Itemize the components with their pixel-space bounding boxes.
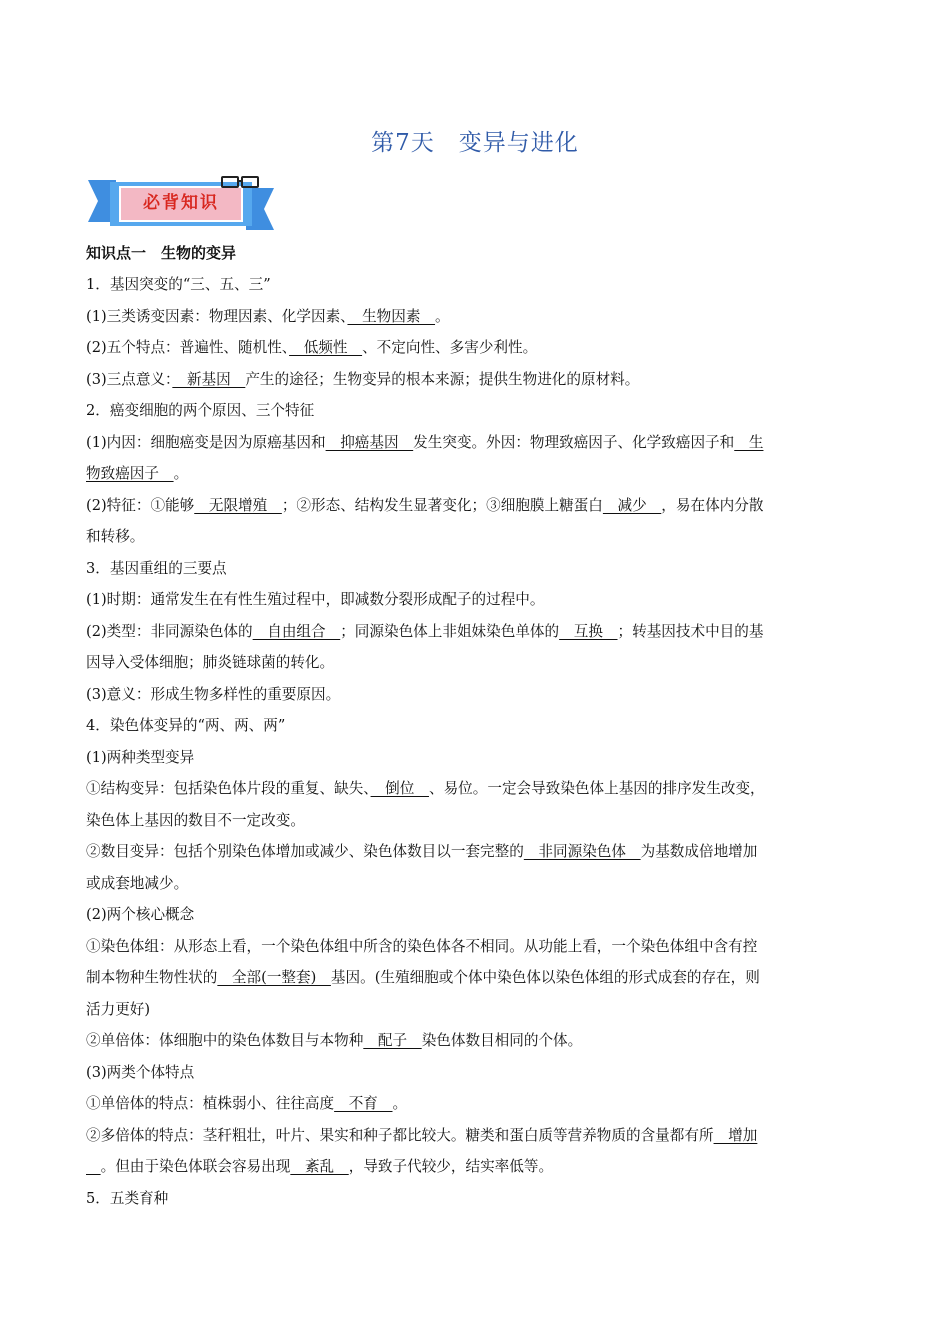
text-line <box>86 458 872 490</box>
text-line <box>86 269 872 301</box>
answer-blank: 低频性 <box>289 339 363 356</box>
text-segment: 染色体数目相同的个体。 <box>421 1032 583 1049</box>
text-segment: 1．基因突变的“三、五、三” <box>86 276 271 293</box>
text-segment: ；同源染色体上非姐妹染色单体的 <box>340 622 560 640</box>
text-segment: (3)三点意义： <box>86 370 173 388</box>
text-segment: (3)意义：形成生物多样性的重要原因。 <box>86 685 341 703</box>
text-line <box>86 301 872 333</box>
answer-blank: 互换 <box>559 622 618 640</box>
text-segment: 。 <box>392 1095 408 1112</box>
answer-blank: 新基因 <box>172 370 246 388</box>
text-segment: 为基数成倍地增加 <box>640 843 758 860</box>
page-title: 第7天 变异与进化 <box>371 130 579 156</box>
text-line <box>86 1120 872 1152</box>
text-segment: 5．五类育种 <box>86 1189 169 1207</box>
text-segment: 、易位。一定会导致染色体上基因的排序发生改变， <box>428 780 765 797</box>
text-line <box>86 584 872 616</box>
text-segment: ①单倍体的特点：植株弱小、往往高度 <box>86 1095 335 1112</box>
section-badge <box>86 172 276 234</box>
text-line <box>86 616 872 648</box>
text-segment: (2)类型：非同源染色体的 <box>86 622 253 640</box>
text-line <box>86 1088 872 1120</box>
text-segment: (2)特征：①能够 <box>86 496 195 514</box>
answer-blank: 倒位 <box>370 780 429 797</box>
answer-blank: 减少 <box>602 496 662 514</box>
text-segment: 活力更好) <box>86 1000 151 1018</box>
text-line <box>86 962 872 994</box>
text-segment: 发生突变。外因：物理致癌因子、化学致癌因子和 <box>413 433 735 451</box>
text-segment: ②多倍体的特点：茎秆粗壮，叶片、果实和种子都比较大。糖类和蛋白质等营养物质的含量都有所 <box>86 1126 714 1144</box>
text-segment: 。 <box>173 465 189 482</box>
text-segment: 。 <box>435 307 450 325</box>
text-segment: ①染色体组：从形态上看，一个染色体组中所含的染色体各不相同。从功能上看，一个染色体组中含有控 <box>86 937 758 955</box>
text-segment: 2．癌变细胞的两个原因、三个特征 <box>86 402 315 419</box>
text-line <box>86 332 872 364</box>
text-segment: 染色体上基因的数目不一定改变。 <box>86 811 305 829</box>
text-line <box>86 1057 872 1089</box>
text-segment: ；转基因技术中目的基 <box>617 622 764 640</box>
text-segment: 因导入受体细胞；肺炎链球菌的转化。 <box>86 654 335 671</box>
text-segment: (2)两个核心概念 <box>86 906 195 923</box>
text-line <box>86 364 872 396</box>
text-segment: (1)内因：细胞癌变是因为原癌基因和 <box>86 433 326 451</box>
text-line <box>86 805 872 837</box>
text-segment: ①结构变异：包括染色体片段的重复、缺失、 <box>86 780 371 797</box>
text-line <box>86 647 872 679</box>
text-segment: (1)三类诱变因素：物理因素、化学因素、 <box>86 307 348 325</box>
text-line <box>86 1183 872 1215</box>
answer-blank: 生物因素 <box>347 307 436 325</box>
answer-blank: 物致癌因子 <box>86 465 174 482</box>
text-segment: ②数目变异：包括个别染色体增加或减少、染色体数目以一套完整的 <box>86 843 524 860</box>
text-line <box>86 742 872 774</box>
answer-blank: 全部(一整套) <box>217 969 331 986</box>
answer-blank: 抑癌基因 <box>325 433 414 451</box>
text-segment: (2)五个特点：普遍性、随机性、 <box>86 339 290 356</box>
text-segment: 、不定向性、多害少利性。 <box>362 339 538 356</box>
text-segment: ，易在体内分散 <box>661 496 764 514</box>
text-line <box>86 899 872 931</box>
badge-label: 必背知识 <box>143 193 219 213</box>
answer-blank: 配子 <box>363 1032 422 1049</box>
text-lines <box>86 269 872 1214</box>
answer-blank: 生 <box>734 433 764 451</box>
answer-blank: 不育 <box>334 1095 393 1112</box>
answer-blank: 增加 <box>713 1126 758 1144</box>
text-segment: 4．染色体变异的“两、两、两” <box>86 717 286 734</box>
text-segment: 3．基因重组的三要点 <box>86 559 227 577</box>
text-line <box>86 553 872 585</box>
answer-blank: 自由组合 <box>252 622 341 640</box>
text-line <box>86 1025 872 1057</box>
text-segment: 和转移。 <box>86 528 145 545</box>
text-line <box>86 836 872 868</box>
answer-blank: 无限增殖 <box>194 496 282 514</box>
text-line <box>86 868 872 900</box>
section-heading: 知识点一 生物的变异 <box>86 244 237 262</box>
text-segment: 制本物种生物性状的 <box>86 969 218 986</box>
text-line <box>86 395 872 427</box>
text-line <box>86 931 872 963</box>
text-line <box>86 710 872 742</box>
answer-blank: 紊乱 <box>290 1158 349 1175</box>
text-line <box>86 773 872 805</box>
text-line <box>86 994 872 1026</box>
answer-blank <box>86 1158 101 1175</box>
text-line <box>86 427 872 459</box>
text-segment: 产生的途径；生物变异的根本来源；提供生物进化的原材料。 <box>245 370 640 388</box>
text-line <box>86 521 872 553</box>
text-segment: (3)两类个体特点 <box>86 1063 195 1081</box>
text-line <box>86 490 872 522</box>
document-body <box>86 238 872 1214</box>
text-line <box>86 679 872 711</box>
text-segment: (1)时期：通常发生在有性生殖过程中，即减数分裂形成配子的过程中。 <box>86 591 545 608</box>
text-segment: ②单倍体：体细胞中的染色体数目与本物种 <box>86 1032 364 1049</box>
text-line <box>86 1151 872 1183</box>
text-segment: 基因。(生殖细胞或个体中染色体以染色体组的形式成套的存在，则 <box>330 969 760 986</box>
text-segment: (1)两种类型变异 <box>86 748 195 766</box>
answer-blank: 非同源染色体 <box>523 843 641 860</box>
text-segment: 或成套地减少。 <box>86 874 189 892</box>
text-segment: ，导致子代较少，结实率低等。 <box>348 1158 554 1175</box>
text-segment: 。但由于染色体联会容易出现 <box>100 1158 291 1175</box>
text-segment: ；②形态、结构发生显著变化；③细胞膜上糖蛋白 <box>281 496 603 514</box>
